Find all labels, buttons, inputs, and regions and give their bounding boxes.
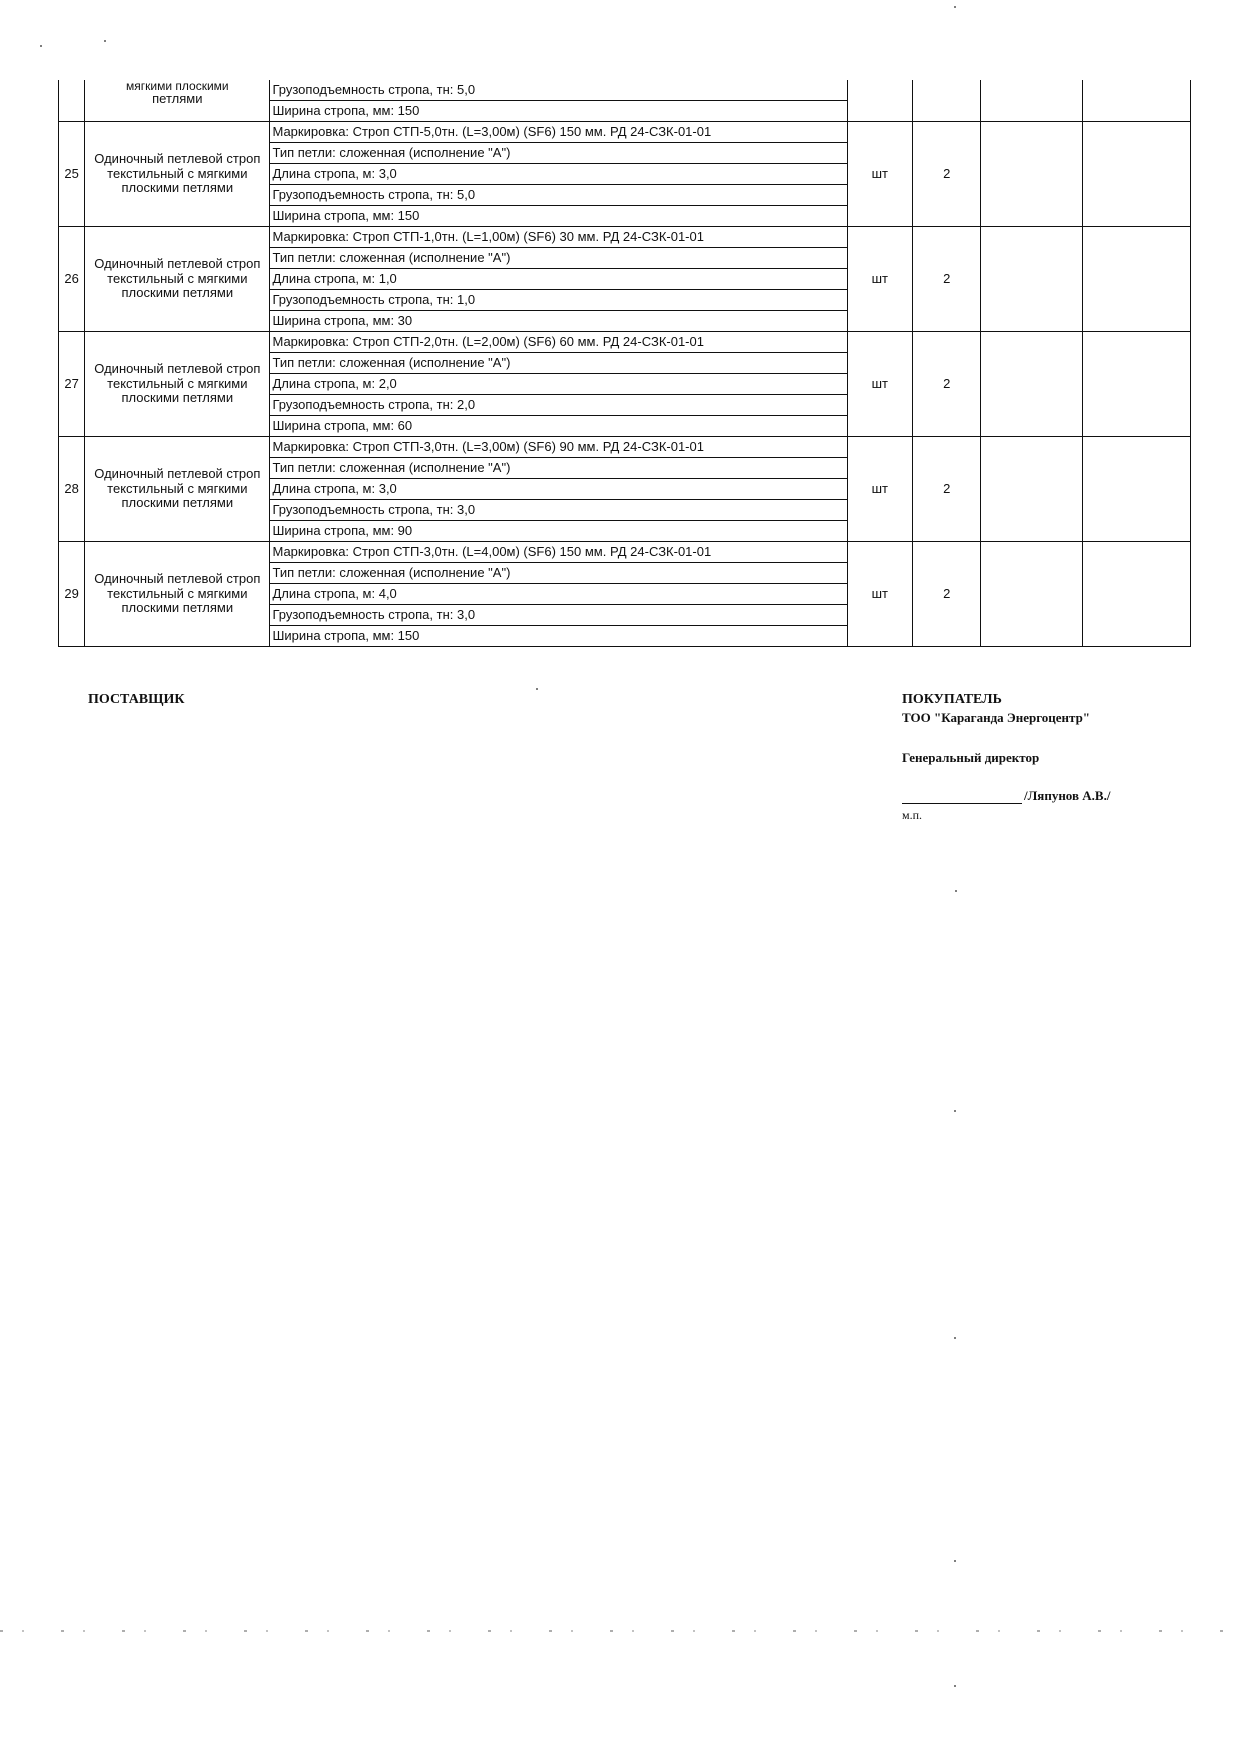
scan-speck <box>40 45 42 47</box>
attribute-line: Маркировка: Строп СТП-5,0тн. (L=3,00м) (SF6) 150 мм. РД 24-СЗК-01-01 <box>270 122 846 143</box>
signature-blank <box>902 803 1022 804</box>
unit-cell: шт <box>847 332 912 437</box>
specification-table <box>58 80 1191 647</box>
attribute-line: Ширина стропа, мм: 30 <box>272 313 413 328</box>
attribute-line: Ширина стропа, мм: 90 <box>272 523 413 538</box>
row-number-cell: 28 <box>59 437 85 542</box>
scan-speck <box>536 688 538 690</box>
attribute-line: Грузоподъемность стропа, тн: 1,0 <box>270 290 846 311</box>
empty-cell <box>1083 332 1191 437</box>
row-number-cell <box>59 80 85 122</box>
table-row <box>59 227 1191 332</box>
attribute-line: Маркировка: Строп СТП-1,0тн. (L=1,00м) (SF6) 30 мм. РД 24-СЗК-01-01 <box>270 227 846 248</box>
item-name-cell: Одиночный петлевой строп текстильный с мягкими плоскими петлями <box>85 437 270 542</box>
attribute-line: Тип петли: сложенная (исполнение "А") <box>270 458 846 479</box>
attribute-line: Ширина стропа, мм: 60 <box>272 418 413 433</box>
attribute-line: Маркировка: Строп СТП-3,0тн. (L=3,00м) (SF6) 90 мм. РД 24-СЗК-01-01 <box>270 437 846 458</box>
scan-speck <box>954 1337 956 1339</box>
table-row <box>59 122 1191 227</box>
item-attributes-cell <box>270 332 847 437</box>
scan-speck <box>954 1685 956 1687</box>
unit-cell: шт <box>847 227 912 332</box>
attribute-line: Тип петли: сложенная (исполнение "А") <box>270 143 846 164</box>
specification-table-body <box>59 80 1191 647</box>
table-row <box>59 542 1191 647</box>
unit-cell: шт <box>847 542 912 647</box>
item-name-cell <box>85 80 270 122</box>
attribute-line: Длина стропа, м: 3,0 <box>270 164 846 185</box>
attribute-line: Грузоподъемность стропа, тн: 3,0 <box>270 605 846 626</box>
unit-cell <box>847 80 912 122</box>
item-name-tail: петлями <box>152 91 203 106</box>
attribute-line: Тип петли: сложенная (исполнение "А") <box>270 353 846 374</box>
attribute-line: Длина стропа, м: 2,0 <box>270 374 846 395</box>
buyer-organization: ТОО "Караганда Энергоцентр" <box>902 710 1091 725</box>
item-attributes-cell <box>270 80 847 122</box>
row-number-cell: 26 <box>59 227 85 332</box>
scan-artifact-line <box>0 1630 1240 1632</box>
quantity-cell: 2 <box>913 332 981 437</box>
scan-speck <box>104 40 106 42</box>
quantity-cell: 2 <box>913 437 981 542</box>
attribute-line: Тип петли: сложенная (исполнение "А") <box>270 248 846 269</box>
attribute-line: Грузоподъемность стропа, тн: 3,0 <box>270 500 846 521</box>
attribute-line: Грузоподъемность стропа, тн: 5,0 <box>270 185 846 206</box>
table-row <box>59 437 1191 542</box>
supplier-label: ПОСТАВЩИК <box>88 692 185 707</box>
empty-cell <box>981 80 1083 122</box>
table-row-continued <box>59 80 1191 122</box>
attribute-line: Грузоподъемность стропа, тн: 2,0 <box>270 395 846 416</box>
quantity-cell <box>913 80 981 122</box>
attribute-line: Маркировка: Строп СТП-2,0тн. (L=2,00м) (SF6) 60 мм. РД 24-СЗК-01-01 <box>270 332 846 353</box>
buyer-label: ПОКУПАТЕЛЬ <box>902 692 1002 707</box>
empty-cell <box>1083 437 1191 542</box>
empty-cell <box>1083 542 1191 647</box>
attribute-line: Маркировка: Строп СТП-3,0тн. (L=4,00м) (SF6) 150 мм. РД 24-СЗК-01-01 <box>270 542 846 563</box>
buyer-position: Генеральный директор <box>902 750 1040 765</box>
item-name-cell: Одиночный петлевой строп текстильный с мягкими плоскими петлями <box>85 332 270 437</box>
empty-cell <box>981 332 1083 437</box>
buyer-signature-line <box>902 788 1110 804</box>
attribute-line: Грузоподъемность стропа, тн: 5,0 <box>270 80 846 101</box>
attribute-line: Длина стропа, м: 1,0 <box>270 269 846 290</box>
row-number-cell: 25 <box>59 122 85 227</box>
unit-cell: шт <box>847 122 912 227</box>
empty-cell <box>1083 122 1191 227</box>
attribute-line: Ширина стропа, мм: 150 <box>272 628 420 643</box>
attribute-line: Тип петли: сложенная (исполнение "А") <box>270 563 846 584</box>
scan-speck <box>954 1110 956 1112</box>
table-row <box>59 332 1191 437</box>
attribute-line: Ширина стропа, мм: 150 <box>272 103 420 118</box>
item-name-cell: Одиночный петлевой строп текстильный с мягкими плоскими петлями <box>85 122 270 227</box>
item-attributes-cell <box>270 437 847 542</box>
buyer-signature-block <box>902 692 1110 823</box>
empty-cell <box>1083 227 1191 332</box>
item-name-cell: Одиночный петлевой строп текстильный с мягкими плоскими петлями <box>85 227 270 332</box>
attribute-line: Длина стропа, м: 3,0 <box>270 479 846 500</box>
quantity-cell: 2 <box>913 542 981 647</box>
item-name-cell: Одиночный петлевой строп текстильный с мягкими плоскими петлями <box>85 542 270 647</box>
empty-cell <box>981 437 1083 542</box>
item-attributes-cell <box>270 227 847 332</box>
empty-cell <box>1083 80 1191 122</box>
item-attributes-cell <box>270 542 847 647</box>
scan-speck <box>955 890 957 892</box>
row-number-cell: 27 <box>59 332 85 437</box>
quantity-cell: 2 <box>913 227 981 332</box>
scan-speck <box>954 1560 956 1562</box>
scan-speck <box>954 6 956 8</box>
attribute-line: Ширина стропа, мм: 150 <box>272 208 420 223</box>
unit-cell: шт <box>847 437 912 542</box>
quantity-cell: 2 <box>913 122 981 227</box>
empty-cell <box>981 227 1083 332</box>
item-name-fragment: мягкими плоскими <box>126 83 229 92</box>
item-attributes-cell <box>270 122 847 227</box>
empty-cell <box>981 122 1083 227</box>
stamp-place: м.п. <box>902 808 923 822</box>
empty-cell <box>981 542 1083 647</box>
row-number-cell: 29 <box>59 542 85 647</box>
attribute-line: Длина стропа, м: 4,0 <box>270 584 846 605</box>
buyer-signer-name: /Ляпунов А.В./ <box>1024 788 1111 803</box>
